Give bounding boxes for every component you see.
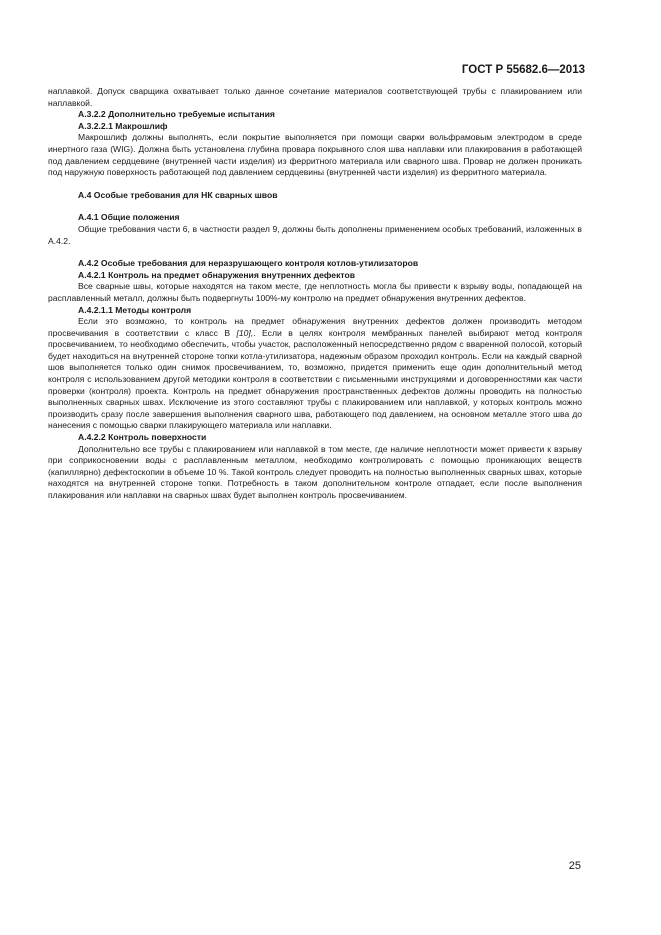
paragraph-a421: Все сварные швы, которые находятся на таком месте, где неплотность могла бы привести к взрыву воды, попадающей на расплавленный металл, должны быть подвергнуты 100%-му контролю на предмет обнаружения внутренних дефектов. xyxy=(48,281,582,303)
heading-a322: А.3.2.2 Дополнительно требуемые испытания xyxy=(78,109,275,120)
heading-a3221: А.3.2.2.1 Макрошлиф xyxy=(78,120,168,131)
heading-a42: А.4.2 Особые требования для неразрушающего контроля котлов-утилизаторов xyxy=(78,258,419,269)
heading-a421: А.4.2.1 Контроль на предмет обнаружения внутренних дефектов xyxy=(78,269,356,280)
paragraph-a422: Дополнительно все трубы с плакированием или наплавкой в том месте, где наличие неплотности может привести к взрыву при соприкосновении воды с расплавленным металлом, необходимо контролировать с помощью проникающих веществ (капиллярно) дефектоскопии в объеме 10 %. Такой контроль следует проводить на полностью выполненных сварных швах, которые находятся на внутренней стороне топки. Потребность в таком дополнительном контроле отпадает, если после выполнения плакирования или наплавки на сварных швах будет выполнен контроль просвечиванием. xyxy=(48,443,582,500)
reference-citation: [10], xyxy=(236,327,254,338)
paragraph-a41: Общие требования части 6, в частности раздел 9, должны быть дополнены применением особых требований, изложенных в А.4.2. xyxy=(48,223,582,246)
paragraph-intro: наплавкой. Допуск сварщика охватывает только данное сочетание материалов соответствующей трубы с плакированием или наплавкой. xyxy=(48,86,582,108)
heading-a41: А.4.1 Общие положения xyxy=(78,212,180,223)
paragraph-a4211-part1: Если это возможно, то контроль на предмет обнаружения внутренних дефектов должен производить методом просвечивания в соответствии с класс В xyxy=(48,316,582,338)
paragraph-a4211 xyxy=(48,316,582,432)
page-number: 25 xyxy=(568,860,581,872)
document-body xyxy=(48,86,582,502)
heading-a422: А.4.2.2 Контроль поверхности xyxy=(78,432,207,443)
document-header-id: ГОСТ Р 55682.6—2013 xyxy=(461,64,585,76)
heading-a4211: А.4.2.1.1 Методы контроля xyxy=(78,304,192,315)
heading-a4: А.4 Особые требования для НК сварных швов xyxy=(78,189,278,200)
paragraph-a4211-part2: . Если в целях контроля мембранных панелей выбирают метод контроля просвечиванием, то необходимо обеспечить, чтобы участок, расположенный непосредственно рядом с вваренной полосой, который будет находиться на внутренней стороне топки котла-утилизатора, надежным образом проходил контроль. Если на каждый сварной шов выполняется только один снимок просвечиванием, то, возможно, придется применить еще один дополнительный метод контроля с использованием другой методики контроля в соответствии с письменными инструкциями и договоренностями как части проверки (контроля) проекта. Контроль на предмет обнаружения пространственных дефектов должны проводить на полностью выполненных сварных швах. Исключение из этого составляют трубы с плакированием или наплавкой, у которых контроль можно производить сразу после завершения выполнения сварного шва, работающего под давлением, на основном металле этого шва до нанесения с помощью сварки плакирующего материала или наплавки. xyxy=(48,327,582,431)
paragraph-a3221: Макрошлиф должны выполнять, если покрытие выполняется при помощи сварки вольфрамовым электродом в среде инертного газа (WIG). Должна быть установлена глубина провара покрывного слоя шва наплавки или плакирования в работающей под давлением сердцевине (внутренней части изделия) из ферритного материала или сварного шва. Провар не должен проникать под наружную поверхность работающей под давлением сердцевины (внутренней части изделия) из ферритного материала. xyxy=(48,132,582,178)
